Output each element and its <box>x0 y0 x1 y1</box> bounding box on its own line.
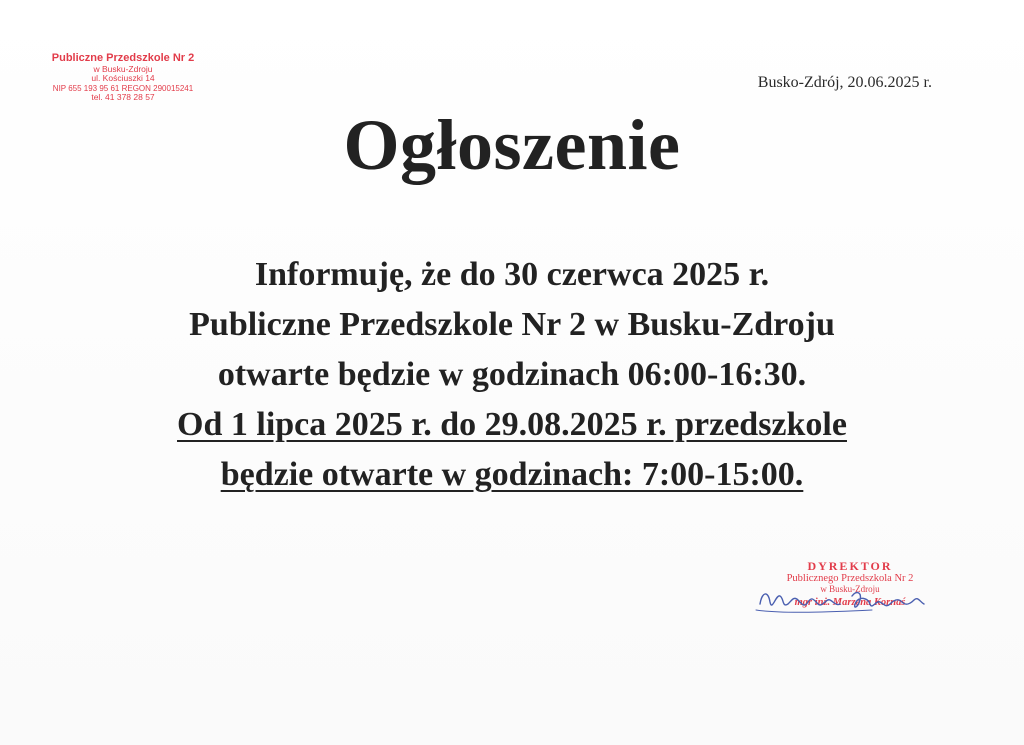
announcement-line-4: Od 1 lipca 2025 r. do 29.08.2025 r. przedszkole <box>177 406 847 443</box>
director-role: DYREKTOR <box>807 559 893 573</box>
document-date: Busko-Zdrój, 20.06.2025 r. <box>757 74 932 91</box>
announcement-line-2: Publiczne Przedszkole Nr 2 w Busku-Zdroju <box>189 306 835 343</box>
director-institution: Publicznego Przedszkola Nr 2 <box>786 573 914 585</box>
announcement-line-3: otwarte będzie w godzinach 06:00-16:30. <box>217 356 807 393</box>
signature-icon <box>752 582 932 618</box>
director-name: mgr inż. Marzena Kornaś <box>794 596 906 608</box>
institution-stamp <box>38 52 208 103</box>
stamp-ids: NIP 655 193 95 61 REGON 290015241 <box>52 84 194 94</box>
stamp-phone: tel. 41 378 28 57 <box>91 92 155 103</box>
stamp-city: w Busku-Zdroju <box>93 63 153 74</box>
stamp-name: Publiczne Przedszkole Nr 2 <box>51 52 195 64</box>
announcement-body <box>0 250 1024 500</box>
announcement-line-5: będzie otwarte w godzinach: 7:00-15:00. <box>220 456 804 493</box>
page-title: Ogłoszenie <box>343 105 681 185</box>
stamp-street: ul. Kościuszki 14 <box>91 73 155 84</box>
director-city: w Busku-Zdroju <box>820 583 880 594</box>
announcement-line-1: Informuję, że do 30 czerwca 2025 r. <box>254 256 770 293</box>
